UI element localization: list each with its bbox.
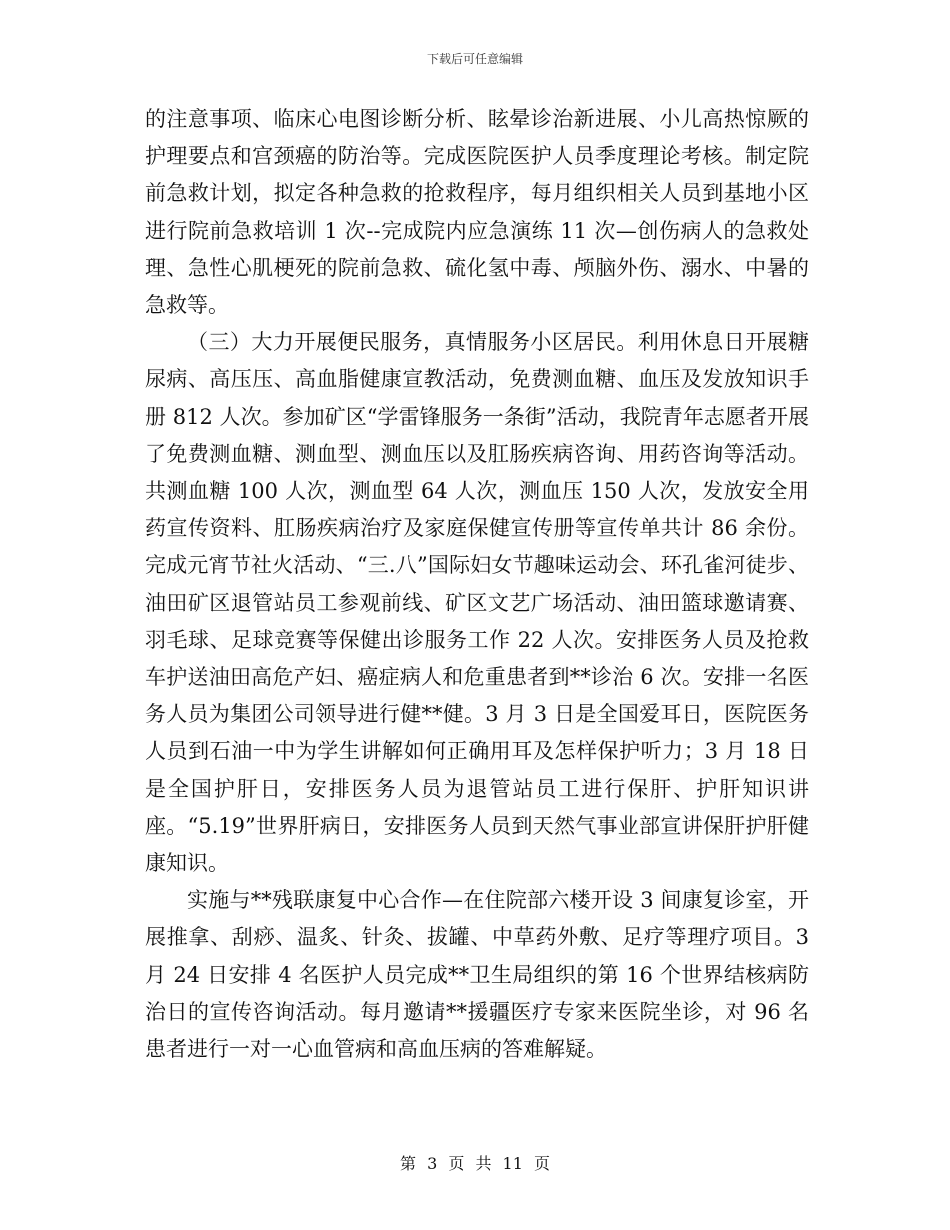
document-body (145, 101, 809, 1068)
paragraph-3: 实施与**残联康复中心合作—在住院部六楼开设 3 间康复诊室，开展推拿、刮痧、温炙、针灸、拔罐、中草药外敷、足疗等理疗项目。3 月 24 日安排 4 名医护人员完成**卫生局组织的第 16 个世界结核病防治日的宣传咨询活动。每月邀请**援疆医疗专家来医院坐诊，对 96 名患者进行一对一心血管病和高血压病的答难解疑。 (145, 888, 809, 1062)
page-footer: 第 3 页 共 11 页 (400, 1154, 550, 1173)
page-header: 下载后可任意编辑 (426, 52, 523, 66)
paragraph-2: （三）大力开展便民服务，真情服务小区居民。利用休息日开展糖尿病、高压压、高血脂健康宣教活动，免费测血糖、血压及发放知识手册 812 人次。参加矿区“学雷锋服务一条街”活动，我院青年志愿者开展了免费测血糖、测血型、测血压以及肛肠疾病咨询、用药咨询等活动。共测血糖 100 人次，测血型 64 人次，测血压 150 人次，发放安全用药宣传资料、肛肠疾病治疗及家庭保健宣传册等宣传单共计 86 余份。完成元宵节社火活动、“三.八”国际妇女节趣味运动会、环孔雀河徒步、油田矿区退管站员工参观前线、矿区文艺广场活动、油田篮球邀请赛、羽毛球、足球竞赛等保健出诊服务工作 22 人次。安排医务人员及抢救车护送油田高危产妇、癌症病人和危重患者到**诊治 6 次。安排一名医务人员为集团公司领导进行健**健。3 月 3 日是全国爱耳日，医院医务人员到石油一中为学生讲解如何正确用耳及怎样保护听力；3 月 18 日是全国护肝日，安排医务人员为退管站员工进行保肝、护肝知识讲座。“5.19”世界肝病日，安排医务人员到天然气事业部宣讲保肝护肝健康知识。 (145, 330, 809, 876)
paragraph-1: 的注意事项、临床心电图诊断分析、眩晕诊治新进展、小儿高热惊厥的护理要点和宫颈癌的防治等。完成医院医护人员季度理论考核。制定院前急救计划，拟定各种急救的抢救程序，每月组织相关人员到基地小区进行院前急救培训 1 次--完成院内应急演练 11 次—创伤病人的急救处理、急性心肌梗死的院前急救、硫化氢中毒、颅脑外伤、溺水、中暑的急救等。 (145, 107, 809, 318)
